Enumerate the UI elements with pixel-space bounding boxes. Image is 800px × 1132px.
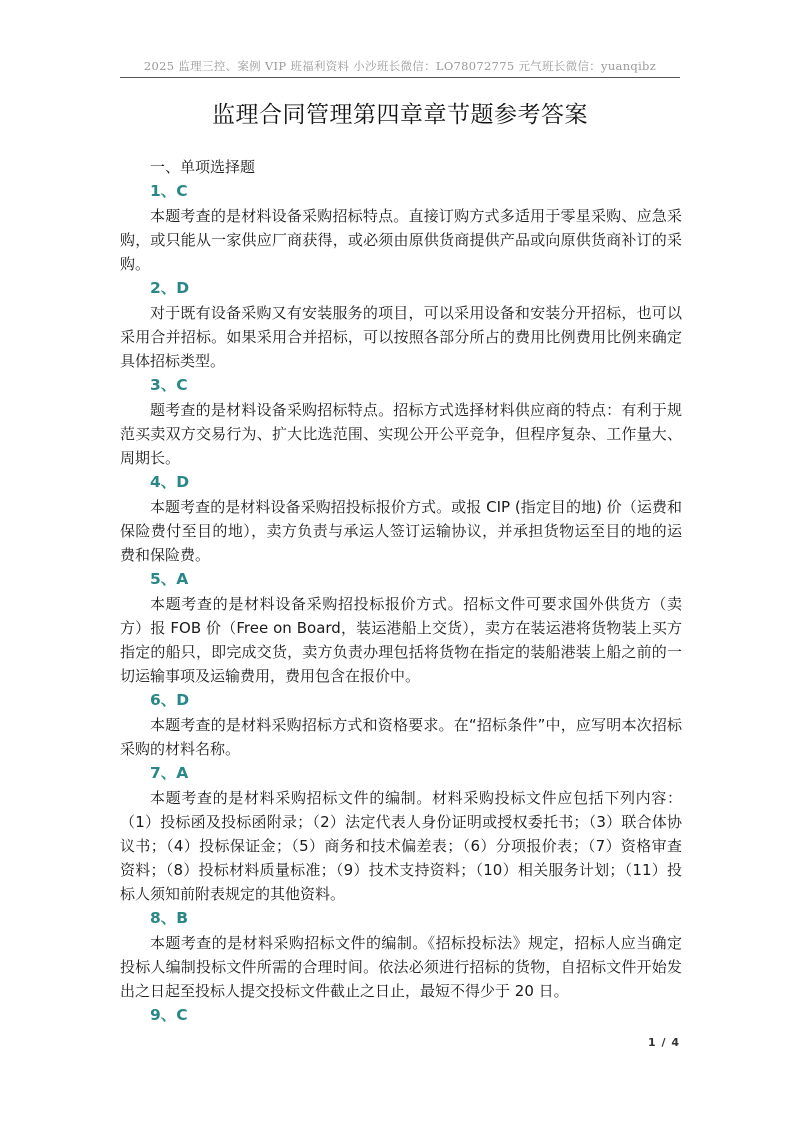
- answer-item: [120, 373, 682, 470]
- answer-explanation: 本题考查的是材料设备采购招投标报价方式。或报 CIP (指定目的地) 价（运费和保险费付至目的地），卖方负责与承运人签订运输协议，并承担货物运至目的地的运费和保险费。: [120, 498, 682, 564]
- answer-explanation: 本题考查的是材料设备采购招投标报价方式。招标文件可要求国外供货方（卖方）报 FOB 价（Free on Board，装运港船上交货），卖方在装运港将货物装上买方指定的船只，即完成交货，卖方负责办理包括将货物在指定的装船港装上船之前的一切运输事项及运输费用，费用包含在报价中。: [120, 595, 682, 685]
- answer-label: 9、C: [150, 1006, 188, 1024]
- answer-label: 6、D: [150, 691, 190, 709]
- answer-label: 5、A: [150, 570, 189, 588]
- answer-label: 1、C: [150, 182, 188, 200]
- page-header-text: 2025 监理三控、案例 VIP 班福利资料 小沙班长微信：LO78072775 元气班长微信：yuanqibz: [143, 59, 657, 73]
- answer-item: [120, 688, 682, 761]
- answer-item: [120, 567, 682, 688]
- section-heading: 一、单项选择题: [150, 158, 256, 176]
- answer-explanation: 本题考查的是材料采购招标文件的编制。《招标投标法》规定，招标人应当确定投标人编制投标文件所需的合理时间。依法必须进行招标的货物，自招标文件开始发出之日起至投标人提交投标文件截止之日止，最短不得少于 20 日。: [120, 934, 682, 1000]
- answer-explanation: 本题考查的是材料采购招标方式和资格要求。在“招标条件”中，应写明本次招标采购的材料名称。: [120, 716, 682, 758]
- answer-label: 8、B: [150, 909, 189, 927]
- answer-explanation: 题考查的是材料设备采购招标特点。招标方式选择材料供应商的特点：有利于规范买卖双方交易行为、扩大比选范围、实现公开公平竞争，但程序复杂、工作量大、周期长。: [120, 401, 682, 467]
- answer-item: [120, 179, 682, 276]
- answer-label: 2、D: [150, 279, 190, 297]
- answer-label: 4、D: [150, 473, 190, 491]
- answer-item: [120, 761, 682, 906]
- answer-label: 3、C: [150, 376, 188, 394]
- answer-explanation: 对于既有设备采购又有安装服务的项目，可以采用设备和安装分开招标，也可以采用合并招标。如果采用合并招标，可以按照各部分所占的费用比例费用比例来确定具体招标类型。: [120, 304, 682, 370]
- answer-item: [120, 470, 682, 567]
- answer-label: 7、A: [150, 764, 189, 782]
- page-number: 1 / 4: [648, 1036, 680, 1049]
- document-body: [120, 155, 682, 1028]
- answer-explanation: 本题考查的是材料采购招标文件的编制。材料采购投标文件应包括下列内容：（1）投标函及投标函附录；（2）法定代表人身份证明或授权委托书；（3）联合体协议书；（4）投标保证金；（5）商务和技术偏差表；（6）分项报价表；（7）资格审查资料；（8）投标材料质量标准；（9）技术支持资料；（10）相关服务计划；（11）投标人须知前附表规定的其他资料。: [120, 789, 682, 903]
- answer-item: [120, 276, 682, 373]
- answer-item: [120, 906, 682, 1003]
- header-divider: [120, 77, 680, 78]
- document-title: 监理合同管理第四章章节题参考答案: [212, 102, 588, 128]
- answer-explanation: 本题考查的是材料设备采购招标特点。直接订购方式多适用于零星采购、应急采购，或只能从一家供应厂商获得，或必须由原供货商提供产品或向原供货商补订的采购。: [120, 207, 682, 273]
- answer-item: [120, 1003, 682, 1028]
